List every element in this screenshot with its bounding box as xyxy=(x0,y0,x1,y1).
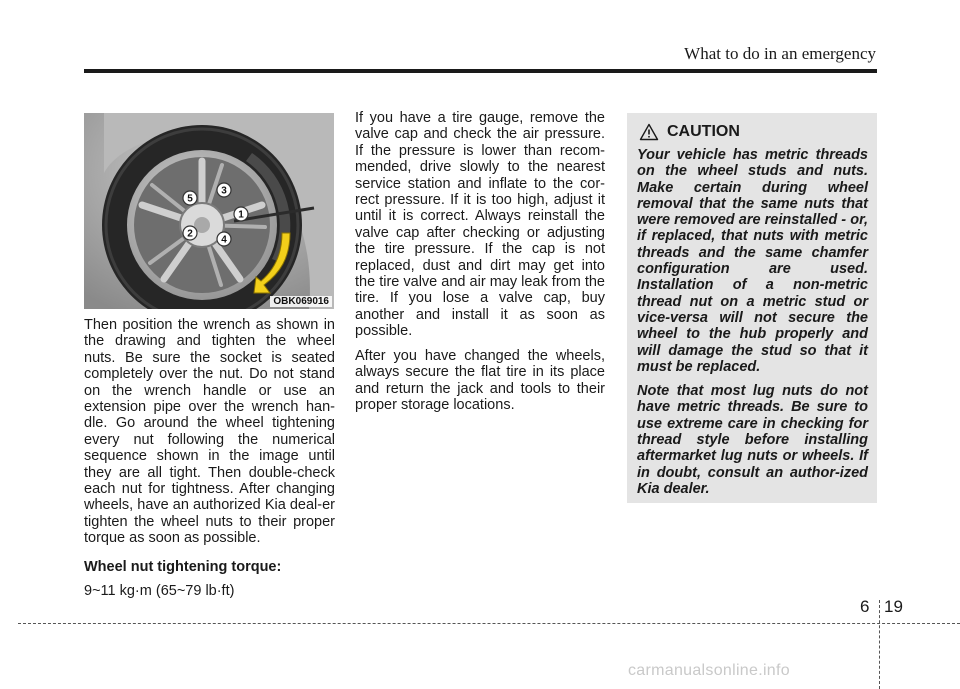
svg-text:2: 2 xyxy=(187,228,193,240)
section-title: What to do in an emergency xyxy=(684,44,876,63)
svg-text:3: 3 xyxy=(221,185,227,197)
svg-text:4: 4 xyxy=(221,234,227,246)
footer-rule xyxy=(18,623,960,624)
page-number: 19 xyxy=(884,597,903,616)
wheel-illustration xyxy=(84,113,334,309)
column-middle xyxy=(355,110,605,421)
svg-text:1: 1 xyxy=(238,209,244,221)
caution-box xyxy=(627,113,877,503)
nut-label-4 xyxy=(217,232,231,246)
caution-body xyxy=(637,147,868,505)
svg-text:5: 5 xyxy=(187,193,193,205)
caution-header xyxy=(639,122,740,142)
warning-triangle-icon xyxy=(639,123,659,141)
caution-title: CAUTION xyxy=(667,123,740,140)
storage-paragraph: After you have changed the wheels, always secure the flat tire in its place and return the jack and tools to their proper storage locations. xyxy=(355,347,605,413)
caution-metric-threads: Your vehicle has metric threads on the wheel studs and nuts. Make certain during wheel removal that the same nuts that were removed are reinstalled - or, if replaced, that nuts with metric threads and the same chamfer configuration are used. Installation of a non-metric thread nut on a metric stud or vice-versa will not secure the wheel to the hub properly and will damage the stud so that it must be replaced. xyxy=(637,147,868,375)
caution-lug-nuts: Note that most lug nuts do not have metric threads. Be sure to use extreme care in checking for thread style before installing aftermarket lug nuts or wheels. If in doubt, consult an author-ized Kia dealer. xyxy=(637,383,868,497)
nut-label-5 xyxy=(183,191,197,205)
wheel-figure xyxy=(84,113,334,309)
torque-title: Wheel nut tightening torque: xyxy=(84,558,282,575)
watermark: carmanualsonline.info xyxy=(628,662,790,679)
header-rule xyxy=(84,69,877,73)
nut-label-2 xyxy=(183,226,197,240)
nut-label-3 xyxy=(217,183,231,197)
nut-label-1 xyxy=(234,207,248,221)
tire-pressure-paragraph: If you have a tire gauge, remove the valve cap and check the air pressure. If the pressure is lower than recom-mended, drive slowly to the nearest service station and inflate to the cor-rect pressure. If it is too high, adjust it until it is correct. Always reinstall the valve cap after checking or adjusting the tire pressure. If the cap is not replaced, dust and dirt may get into the tire valve and air may leak from the tire. If you lose a valve cap, buy another and install it as soon as possible. xyxy=(355,110,605,340)
footer-separator xyxy=(879,600,881,689)
figure-code: OBK069016 xyxy=(270,296,332,307)
torque-value: 9~11 kg·m (65~79 lb·ft) xyxy=(84,583,235,600)
chapter-number: 6 xyxy=(860,597,870,616)
column-left xyxy=(84,317,335,608)
wrench-instructions: Then position the wrench as shown in the drawing and tighten the wheel nuts. Be sure the socket is seated completely over the nut. Do not stand on the wrench handle or use an extension pipe over the wrench han-dle. Go around the wheel tightening every nut following the numerical sequence shown in the image until they are all tight. Then double-check each nut for tightness. After changing wheels, have an authorized Kia deal-er tighten the wheel nuts to their proper torque as soon as possible. xyxy=(84,317,335,547)
